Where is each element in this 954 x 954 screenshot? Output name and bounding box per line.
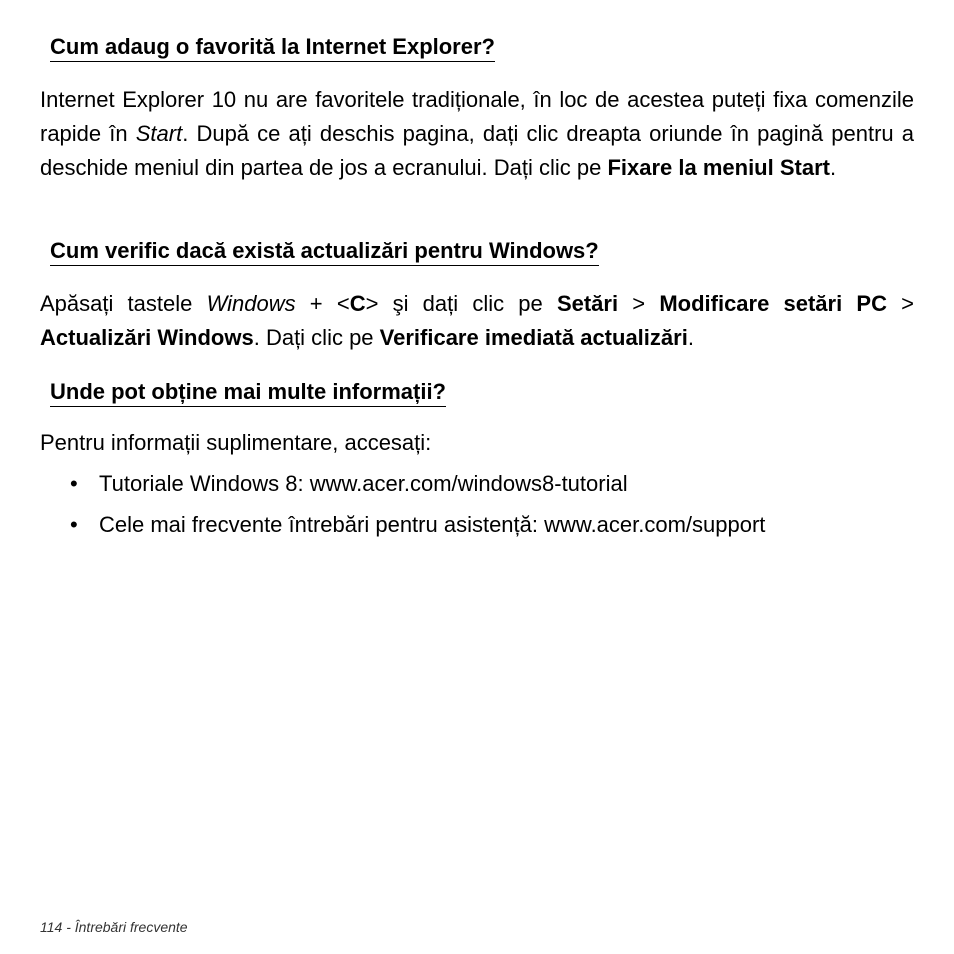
text-run: Apăsați tastele (40, 291, 207, 316)
text-run: > şi dați clic pe (365, 291, 557, 316)
section-paragraph-more-info (40, 426, 914, 460)
section-heading-favorites: Cum adaug o favorită la Internet Explorer? (50, 34, 495, 62)
bullet-icon: • (70, 512, 78, 537)
bold-term-settings: Setări (556, 291, 619, 316)
section-paragraph-favorites (40, 83, 914, 185)
resource-list (40, 467, 765, 549)
text-run: . (687, 325, 694, 350)
text-run: . Dați clic pe (253, 325, 380, 350)
section-paragraph-updates (40, 287, 914, 355)
text-run: . După ce ați deschis pagina, dați clic dreapta oriunde în pagină pentru a deschide meniul din partea de jos a ecranului. Dați clic pe (40, 121, 915, 180)
bold-term-change-pc-settings: Modificare setări PC (659, 291, 887, 316)
bold-term-windows-update: Actualizări Windows (40, 325, 254, 350)
list-item-text: Cele mai frecvente întrebări pentru asistență: www.acer.com/support (99, 512, 766, 537)
text-run: > (618, 291, 660, 316)
list-item-text: Tutoriale Windows 8: www.acer.com/windows8-tutorial (99, 471, 628, 496)
text-run: . (829, 155, 837, 180)
section-heading-updates: Cum verific dacă există actualizări pentru Windows? (50, 238, 599, 266)
italic-term-start: Start (135, 121, 183, 146)
text-run: Pentru informații suplimentare, accesați: (40, 430, 432, 455)
bold-term-check-now: Verificare imediată actualizări (379, 325, 688, 350)
italic-term-windows: Windows (206, 291, 296, 316)
section-heading-more-info: Unde pot obține mai multe informații? (50, 379, 446, 407)
bullet-icon: • (70, 471, 78, 496)
bold-key-c: C (349, 291, 366, 316)
list-item (40, 508, 765, 542)
text-run: Internet Explorer 10 nu are favoritele tradiționale, în loc de acestea puteți fixa comenzile rapide în (40, 87, 914, 146)
list-item (40, 467, 765, 501)
page-footer: 114 - Întrebări frecvente (40, 919, 188, 935)
bold-term-pin-to-start: Fixare la meniul Start (607, 155, 830, 180)
text-run: > (886, 291, 914, 316)
text-run: + < (295, 291, 350, 316)
